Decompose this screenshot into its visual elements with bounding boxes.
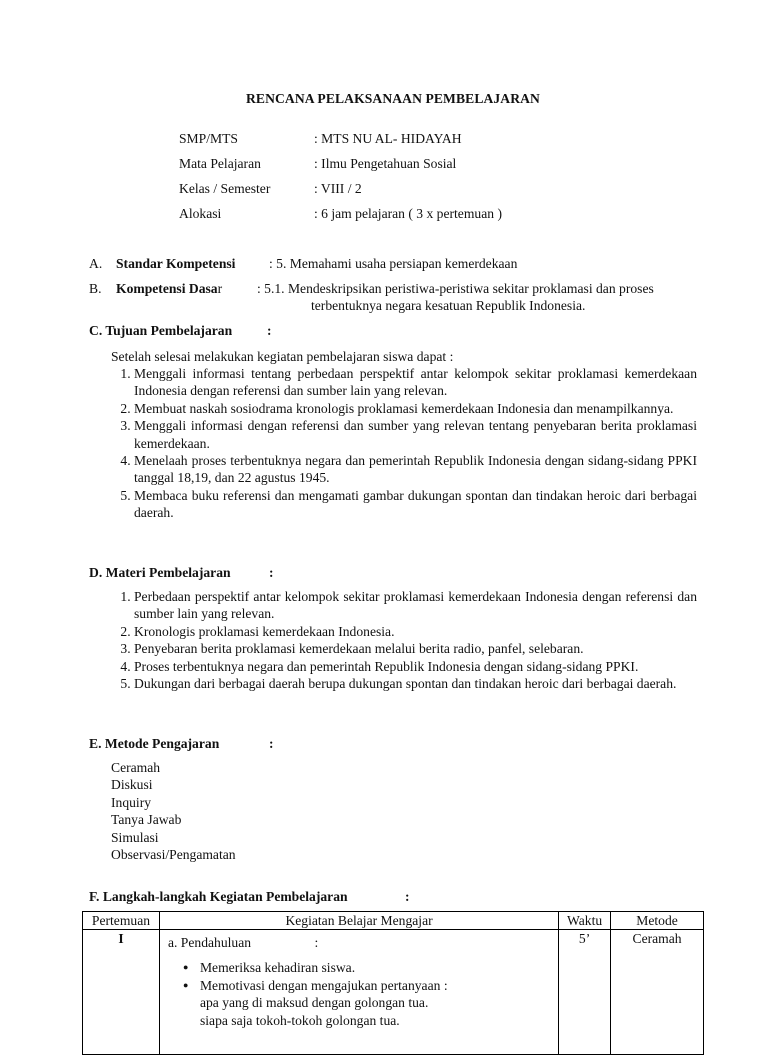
section-c-heading: C. Tujuan Pembelajaran : <box>89 323 272 338</box>
cell-method: Ceramah <box>611 930 704 1055</box>
bullet-continuation-1: apa yang di maksud dengan golongan tua. <box>199 995 429 1011</box>
list-item: Ceramah <box>111 760 161 775</box>
section-heading: Kompetensi Dasa <box>116 281 218 296</box>
list-item: 5. Dukungan dari berbagai daerah berupa dukungan spontan dan tindakan heroic dari berbagai daerah. <box>134 675 697 692</box>
list-item: Observasi/Pengamatan <box>111 847 236 863</box>
list-item: ● Memotivasi dengan mengajukan pertanyaan : <box>200 977 554 994</box>
list-item: 4. Proses terbentuknya negara dan pemerintah Republik Indonesia dengan sidang-sidang PPKI. <box>134 658 697 675</box>
header-method: Metode <box>611 912 704 930</box>
activities-table <box>82 911 704 1055</box>
section-text: : 5. Memahami usaha persiapan kemerdekaan <box>269 256 518 271</box>
objectives-list <box>89 365 697 522</box>
section-colon: : <box>269 736 274 751</box>
section-heading-tail: r <box>217 281 223 296</box>
phase-colon: : <box>314 935 319 950</box>
identity-value: : VIII / 2 <box>314 181 362 196</box>
list-item: 2. Membuat naskah sosiodrama kronologis proklamasi kemerdekaan Indonesia dan menampilkannya. <box>134 400 697 417</box>
cell-activity <box>159 930 558 1055</box>
list-item: Simulasi <box>111 829 159 845</box>
phase-heading: a. Pendahuluan : <box>167 935 319 950</box>
identity-label: Mata Pelajaran <box>179 156 261 171</box>
intro-bullets <box>168 959 554 994</box>
section-heading: Standar Kompetensi <box>116 256 236 271</box>
section-d-heading: D. Materi Pembelajaran : <box>89 565 274 580</box>
section-colon: : <box>405 889 410 904</box>
header-activity: Kegiatan Belajar Mengajar <box>159 912 558 930</box>
section-e-heading: E. Metode Pengajaran : <box>89 736 274 751</box>
header-time: Waktu <box>559 912 611 930</box>
identity-value: : Ilmu Pengetahuan Sosial <box>314 156 457 171</box>
section-colon: : <box>269 565 274 580</box>
section-b <box>89 280 709 316</box>
bullet-continuation-2: siapa saja tokoh-tokoh golongan tua. <box>199 1012 400 1028</box>
list-item: 1. Perbedaan perspektif antar kelompok sekitar proklamasi kemerdekaan Indonesia dengan referensi dan sumber lain yang relevan. <box>134 588 697 623</box>
list-item: Tanya Jawab <box>111 812 182 828</box>
identity-value: : 6 jam pelajaran ( 3 x pertemuan ) <box>314 206 502 221</box>
cell-meeting: I <box>83 930 160 1055</box>
list-item: 3. Penyebaran berita proklamasi kemerdekaan melalui berita radio, panfel, selebaran. <box>134 640 697 657</box>
methods-list <box>111 759 236 863</box>
list-item: 5. Membaca buku referensi dan mengamati gambar dukungan spontan dan tindakan heroic dari berbagai daerah. <box>134 487 697 522</box>
list-item: ● Memeriksa kehadiran siswa. <box>200 959 554 976</box>
list-item: 2. Kronologis proklamasi kemerdekaan Indonesia. <box>134 623 697 640</box>
document-title: RENCANA PELAKSANAAN PEMBELAJARAN <box>246 91 540 106</box>
list-item: 1. Menggali informasi tentang perbedaan perspektif antar kelompok sekitar proklamasi kemerdekaan Indonesia dengan referensi dan sumber lain yang relevan. <box>134 365 697 400</box>
section-letter: A. <box>89 256 103 271</box>
section-f-heading: F. Langkah-langkah Kegiatan Pembelajaran : <box>89 889 410 904</box>
list-item: Inquiry <box>111 794 152 810</box>
materials-list <box>89 588 697 692</box>
section-colon: : <box>267 323 272 338</box>
identity-label: Kelas / Semester <box>179 181 271 196</box>
list-item: Diskusi <box>111 777 153 793</box>
identity-value: : MTS NU AL- HIDAYAH <box>314 131 462 146</box>
table-row <box>83 930 704 1055</box>
table-header-row <box>83 912 704 930</box>
section-text-line1: : 5.1. Mendeskripsikan peristiwa-peristiwa sekitar proklamasi dan proses <box>257 281 654 296</box>
header-meeting: Pertemuan <box>83 912 160 930</box>
section-a <box>89 255 709 272</box>
cell-time: 5’ <box>559 930 611 1055</box>
identity-label: SMP/MTS <box>179 131 238 146</box>
section-text-line2: terbentuknya negara kesatuan Republik Indonesia. <box>311 298 586 313</box>
list-item: 4. Menelaah proses terbentuknya negara dan pemerintah Republik Indonesia dengan sidang-sidang PPKI tanggal 18,19, dan 22 agustus 1945. <box>134 452 697 487</box>
identity-label: Alokasi <box>179 206 222 221</box>
list-item: 3. Menggali informasi dengan referensi dan sumber yang relevan tentang penyebaran berita proklamasi kemerdekaan. <box>134 417 697 452</box>
section-letter: B. <box>89 281 102 296</box>
objectives-intro: Setelah selesai melakukan kegiatan pembelajaran siswa dapat : <box>111 349 454 364</box>
